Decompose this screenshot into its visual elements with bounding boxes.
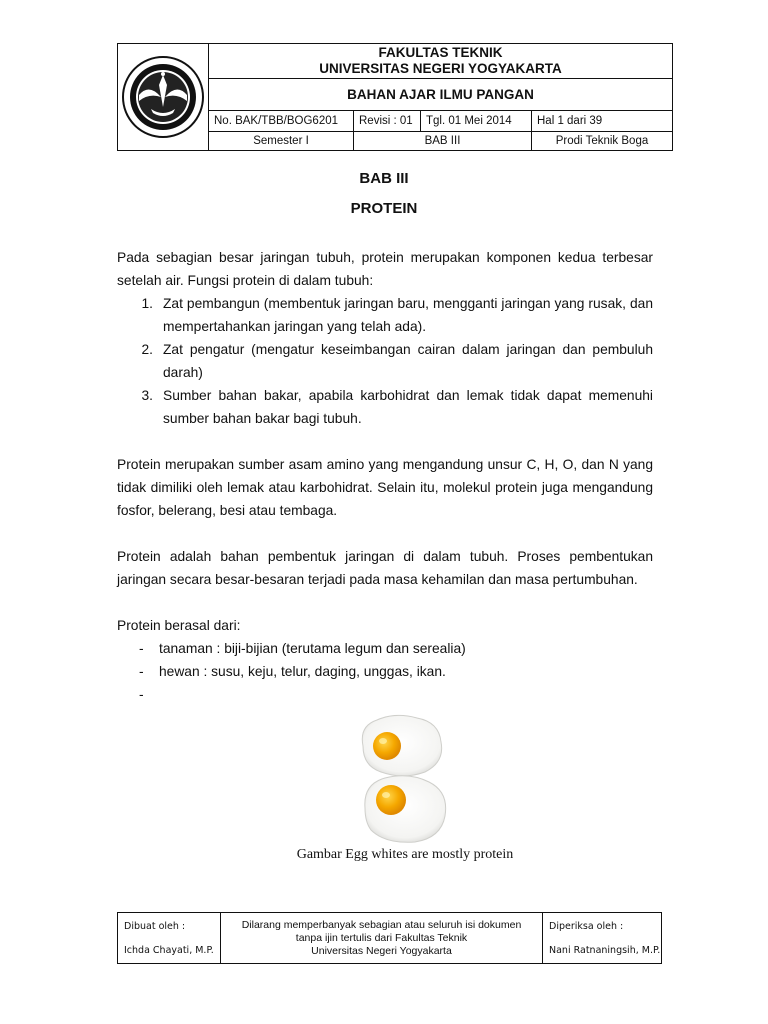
footer-notice-cell [221, 913, 543, 963]
list-text: Zat pengatur (mengatur keseimbangan cairan dalam jaringan dan pembuluh darah) [163, 342, 653, 380]
notice-line: Dilarang memperbanyak sebagian atau seluruh isi dokumen [241, 918, 522, 931]
tissue-paragraph: Protein adalah bahan pembentuk jaringan di dalam tubuh. Proses pembentukan jaringan secara besar-besaran terjadi pada masa kehamilan dan masa pertumbuhan. [117, 549, 653, 587]
document-date: Tgl. 01 Mei 2014 [421, 111, 532, 131]
list-number: 3. [141, 388, 153, 403]
revision-number: Revisi : 01 [354, 111, 421, 131]
list-item [117, 384, 653, 430]
footer-author-cell [118, 913, 221, 963]
header-institution-row [209, 44, 672, 79]
list-item [117, 683, 653, 706]
document-number: No. BAK/TBB/BOG6201 [209, 111, 354, 131]
chapter-heading: BAB III [359, 170, 409, 187]
list-text: tanaman : biji-bijian (terutama legum dan serealia) [159, 641, 466, 656]
list-item [117, 338, 653, 384]
intro-paragraph: Pada sebagian besar jaringan tubuh, protein merupakan komponen kedua terbesar setelah air. Fungsi protein di dalam tubuh: [117, 250, 653, 288]
sources-intro: Protein berasal dari: [117, 618, 241, 633]
list-item [117, 660, 653, 683]
university-name: UNIVERSITAS NEGERI YOGYAKARTA [319, 61, 562, 76]
amino-acid-paragraph: Protein merupakan sumber asam amino yang mengandung unsur C, H, O, dan N yang tidak dimiliki oleh lemak atau karbohidrat. Selain itu, molekul protein juga mengandung fosfor, belerang, besi atau tembaga. [117, 457, 653, 518]
list-number: 2. [141, 342, 153, 357]
list-dash: - [139, 664, 144, 679]
fried-eggs-image [355, 712, 455, 848]
header-meta-row [209, 111, 672, 132]
course-title: BAHAN AJAR ILMU PANGAN [347, 87, 534, 102]
page-number: Hal 1 dari 39 [537, 115, 603, 127]
header-course-row [209, 79, 672, 111]
topic-heading: PROTEIN [350, 200, 418, 217]
list-dash: - [139, 687, 144, 702]
made-by-name: Ichda Chayati, M.P. [124, 945, 214, 956]
faculty-name: FAKULTAS TEKNIK [378, 45, 503, 60]
list-item [117, 292, 653, 338]
list-item [117, 637, 653, 660]
document-footer [117, 912, 662, 964]
made-by-label: Dibuat oleh : [124, 921, 186, 932]
list-text: Sumber bahan bakar, apabila karbohidrat dan lemak tidak dapat memenuhi sumber bahan bakar bagi tubuh. [163, 388, 653, 426]
document-header [117, 43, 673, 151]
checked-by-label: Diperiksa oleh : [549, 921, 624, 932]
figure-caption: Gambar Egg whites are mostly protein [296, 847, 514, 862]
footer-checker-cell [543, 913, 661, 963]
list-text: Zat pembangun (membentuk jaringan baru, mengganti jaringan yang rusak, dan mempertahankan jaringan yang telah ada). [163, 296, 653, 334]
uny-seal-logo-icon [121, 55, 205, 139]
list-text: hewan : susu, keju, telur, daging, unggas, ikan. [159, 664, 446, 679]
fried-eggs-icon [355, 712, 455, 848]
notice-line: tanpa ijin tertulis dari Fakultas Teknik [295, 931, 468, 944]
list-dash: - [139, 641, 144, 656]
list-number: 1. [141, 296, 153, 311]
semester: Semester I [209, 132, 354, 150]
study-program: Prodi Teknik Boga [555, 135, 649, 147]
functions-list [117, 292, 653, 430]
notice-line: Universitas Negeri Yogyakarta [311, 944, 452, 957]
chapter-label: BAB III [354, 132, 532, 150]
sources-list [117, 637, 653, 706]
logo-cell [118, 44, 209, 150]
header-info-row [209, 132, 672, 150]
checked-by-name: Nani Ratnaningsih, M.P. [549, 945, 661, 956]
